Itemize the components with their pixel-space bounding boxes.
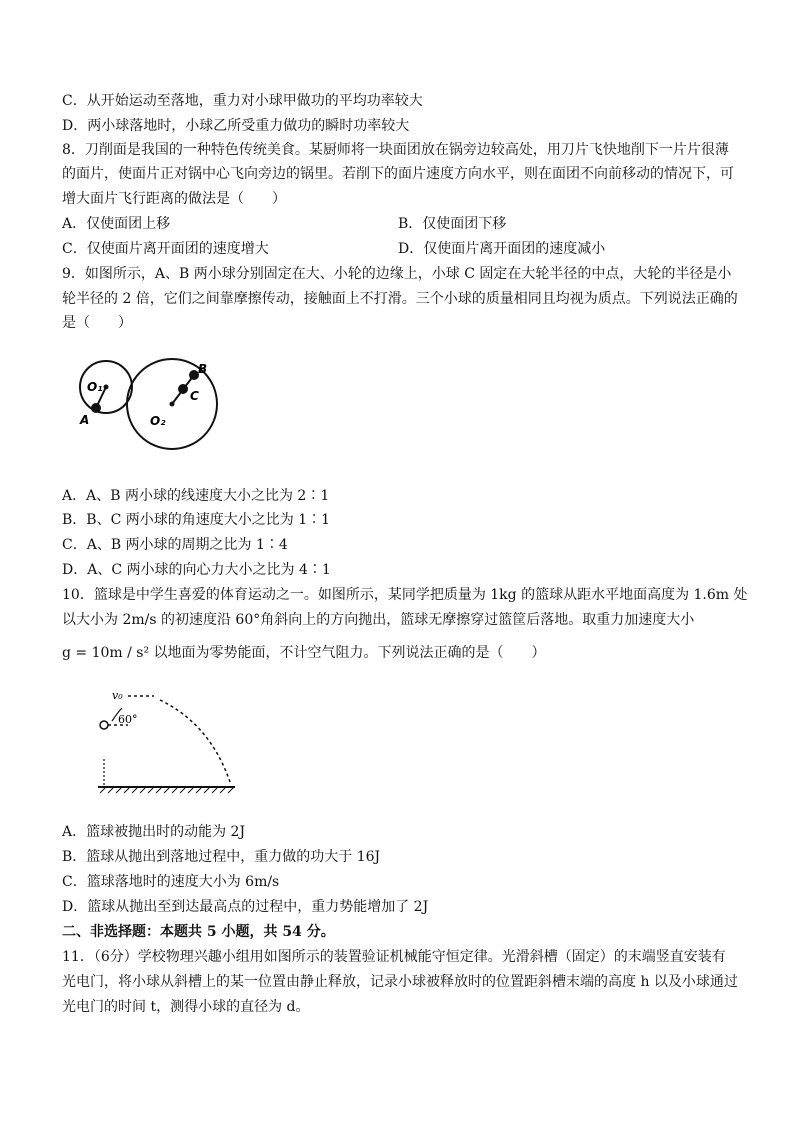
label-o2: O₂ [150, 414, 166, 428]
q10-stem-line-2: 以大小为 2m/s 的初速度沿 60°角斜向上的方向抛出，篮球无摩擦穿过篮筐后落地。取重力加速度大小 [62, 612, 695, 628]
label-v0: v₀ [112, 689, 123, 702]
section-2-heading: 二、非选择题：本题共 5 小题，共 54 分。 [62, 924, 335, 940]
q10-stem-line-3: g = 10m / s² 以地面为零势能面，不计空气阻力。下列说法正确的是（ ） [62, 645, 546, 661]
q8-option-c: C．仅使面片离开面团的速度增大 [62, 241, 269, 257]
q10-stem-line-1: 10．篮球是中学生喜爱的体育运动之一。如图所示，某同学把质量为 1kg 的篮球从距水平地面高度为 1.6m 处 [62, 587, 748, 603]
q8-option-a: A．仅使面团上移 [62, 216, 171, 232]
q9-stem-line-3: 是（ ） [62, 315, 132, 331]
q9-option-c: C．A、B 两小球的周期之比为 1∶4 [62, 537, 288, 553]
q9-stem-line-2: 轮半径的 2 倍，它们之间靠摩擦传动，接触面上不打滑。三个小球的质量相同且均视为质点。下列说法正确的 [62, 291, 738, 307]
label-o1: O₁ [87, 380, 103, 394]
ball-c [178, 384, 188, 394]
o1-center [104, 385, 109, 390]
q9-option-d: D．A、C 两小球的向心力大小之比为 4∶1 [62, 562, 331, 578]
trajectory [160, 700, 230, 782]
q8-stem-line-1: 8．刀削面是我国的一种特色传统美食。某厨师将一块面团放在锅旁边较高处，用刀片飞快地削下一片片很薄 [62, 142, 729, 158]
label-a: A [80, 413, 90, 427]
q8-stem-line-3: 增大面片飞行距离的做法是（ ） [62, 191, 286, 207]
basketball [100, 721, 108, 729]
q9-option-a: A．A、B 两小球的线速度大小之比为 2∶1 [62, 488, 330, 504]
q10-option-c: C．篮球落地时的速度大小为 6m/s [62, 874, 280, 890]
q8-option-d: D．仅使面片离开面团的速度减小 [398, 241, 606, 257]
o2-center [170, 402, 175, 407]
q9-wheels-figure [70, 355, 240, 450]
q8-option-b: B．仅使面团下移 [398, 216, 507, 232]
q10-option-d: D．篮球从抛出至到达最高点的过程中，重力势能增加了 2J [62, 899, 429, 915]
q7-option-c: C．从开始运动至落地，重力对小球甲做功的平均功率较大 [62, 93, 423, 109]
q8-stem-line-2: 的面片，使面片正对锅中心飞向旁边的锅里。若削下的面片速度方向水平，则在面团不向前移动的情况下，可 [62, 166, 734, 182]
q9-stem-line-1: 9．如图所示，A、B 两小球分别固定在大、小轮的边缘上，小球 C 固定在大轮半径的中点，大轮的半径是小 [62, 266, 732, 282]
q9-option-b: B．B、C 两小球的角速度大小之比为 1∶1 [62, 512, 331, 528]
label-angle: 60° [118, 713, 138, 726]
q11-stem-line-1: 11．（6分）学校物理兴趣小组用如图所示的装置验证机械能守恒定律。光滑斜槽（固定）的末端竖直安装有 [62, 949, 726, 965]
q10-option-a: A．篮球被抛出时的动能为 2J [62, 824, 246, 840]
label-b: B [198, 362, 208, 376]
q11-stem-line-3: 光电门的时间 t，测得小球的直径为 d。 [62, 999, 310, 1015]
q11-stem-line-2: 光电门，将小球从斜槽上的某一位置由静止释放，记录小球被释放时的位置距斜槽末端的高度 h 以及小球通过 [62, 974, 738, 990]
ball-a [91, 403, 101, 413]
q10-option-b: B．篮球从抛出到落地过程中，重力做的功大于 16J [62, 849, 381, 865]
q10-projectile-figure [90, 684, 240, 799]
label-c: C [190, 389, 199, 403]
q7-option-d: D．两小球落地时，小球乙所受重力做功的瞬时功率较大 [62, 118, 410, 134]
